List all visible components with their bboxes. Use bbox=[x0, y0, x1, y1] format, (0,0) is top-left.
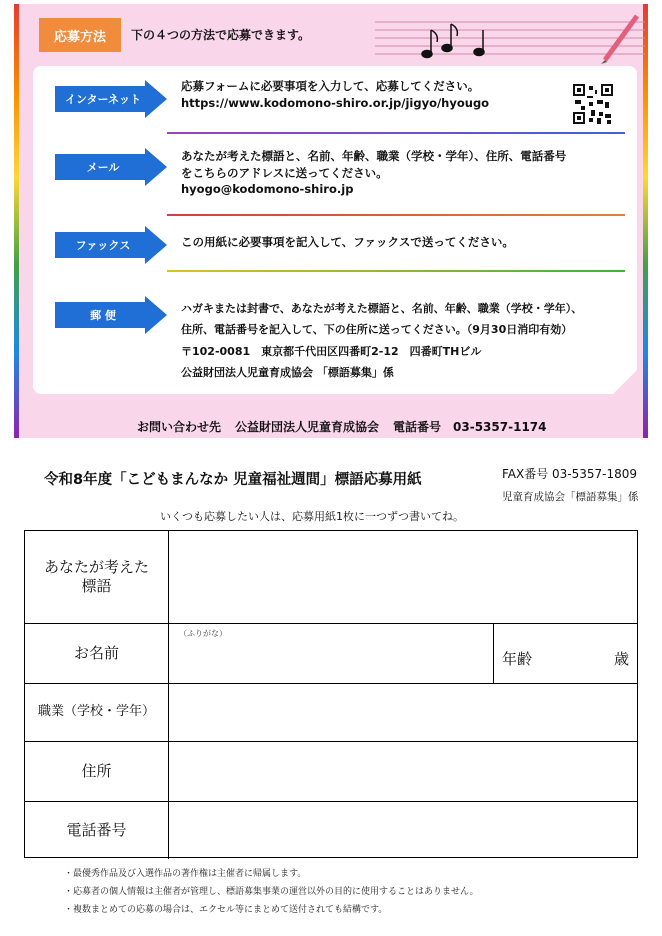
post-line: ハガキまたは封書で、あなたが考えた標語と、名前、年齢、職業（学校・学年）、 bbox=[181, 302, 583, 315]
post-address: 〒102-0081 東京都千代田区四番町2-12 四番町THビル bbox=[181, 344, 482, 358]
methods-card bbox=[33, 66, 637, 394]
post-line: 住所、電話番号を記入して、下の住所に送ってください。（9月30日消印有効） bbox=[181, 323, 573, 337]
label-phone: 電話番号 bbox=[25, 802, 169, 859]
slogan-field[interactable] bbox=[169, 531, 637, 623]
music-staff-icon bbox=[375, 8, 645, 64]
label-job: 職業（学校・学年） bbox=[25, 684, 169, 741]
job-field[interactable] bbox=[169, 684, 637, 741]
internet-line: 応募フォームに必要事項を入力して、応募してください。 bbox=[181, 79, 480, 93]
row-phone bbox=[25, 801, 637, 859]
mail-line: をこちらのアドレスに送ってください。 bbox=[181, 165, 388, 180]
method-label-post: 郵 便 bbox=[90, 309, 116, 322]
page-curl bbox=[613, 370, 637, 394]
contact-info bbox=[137, 418, 561, 435]
age-field[interactable] bbox=[493, 624, 639, 683]
note-bulk: ・複数まとめての応募の場合は、エクセル等にまとめて送付されても結構です。 bbox=[64, 905, 388, 915]
mail-line: あなたが考えた標語と、名前、年齢、職業（学校・学年）、住所、電話番号 bbox=[181, 149, 567, 163]
label-address: 住所 bbox=[25, 742, 169, 801]
label-slogan-line1: あなたが考えた bbox=[43, 558, 149, 577]
form-subtitle: いくつも応募したい人は、応募用紙1枚に一つずつ書いてね。 bbox=[160, 510, 464, 523]
application-methods-panel bbox=[14, 4, 646, 438]
row-address bbox=[25, 741, 637, 801]
qr-code-icon[interactable] bbox=[573, 84, 613, 124]
divider bbox=[167, 214, 625, 216]
row-job bbox=[25, 683, 637, 741]
method-label-fax: ファックス bbox=[75, 239, 131, 252]
post-text bbox=[181, 298, 582, 384]
method-label-internet: インターネット bbox=[64, 93, 141, 106]
age-unit: 歳 bbox=[613, 650, 629, 668]
note-copyright: ・最優秀作品及び入選作品の著作権は主催者に帰属します。 bbox=[64, 869, 307, 879]
post-recipient: 公益財団法人児童育成協会 「標語募集」係 bbox=[181, 366, 394, 380]
method-label-mail: メール bbox=[86, 161, 120, 174]
furigana-label: （ふりがな） bbox=[179, 629, 227, 638]
intro-text: 下の４つの方法で応募できます。 bbox=[131, 28, 311, 42]
internet-text bbox=[181, 78, 489, 111]
divider bbox=[167, 270, 625, 272]
form-title: 令和8年度「こどもまんなか 児童福祉週間」標語応募用紙 bbox=[44, 472, 422, 488]
contact-label: お問い合わせ先 bbox=[137, 420, 222, 434]
mail-address[interactable]: hyogo@kodomono-shiro.jp bbox=[181, 182, 354, 197]
divider bbox=[167, 132, 625, 134]
mail-text bbox=[181, 148, 566, 198]
method-badge: 応募方法 bbox=[39, 18, 121, 52]
label-name: お名前 bbox=[25, 624, 169, 683]
name-field[interactable] bbox=[169, 624, 493, 683]
row-name bbox=[25, 623, 637, 683]
note-privacy: ・応募者の個人情報は主催者が管理し、標語募集事業の運営以外の目的に使用することはありません。 bbox=[64, 887, 479, 897]
age-label: 年齢 bbox=[502, 650, 533, 668]
contact-org: 公益財団法人児童育成協会 bbox=[235, 420, 380, 434]
phone-field[interactable] bbox=[169, 802, 637, 859]
internet-url[interactable]: https://www.kodomono-shiro.or.jp/jigyo/hyougo bbox=[181, 95, 490, 110]
contact-phone: 電話番号 03-5357-1174 bbox=[393, 420, 547, 434]
label-slogan bbox=[25, 531, 169, 623]
rainbow-border bbox=[643, 4, 648, 438]
label-slogan-line2: 標語 bbox=[81, 577, 112, 595]
fax-text: この用紙に必要事項を記入して、ファックスで送ってください。 bbox=[181, 235, 514, 249]
application-form-table bbox=[24, 530, 638, 858]
fax-number: FAX番号 03-5357-1809 bbox=[502, 467, 638, 481]
address-field[interactable] bbox=[169, 742, 637, 801]
row-slogan bbox=[25, 531, 637, 623]
fax-org: 児童育成協会「標語募集」係 bbox=[502, 491, 639, 503]
